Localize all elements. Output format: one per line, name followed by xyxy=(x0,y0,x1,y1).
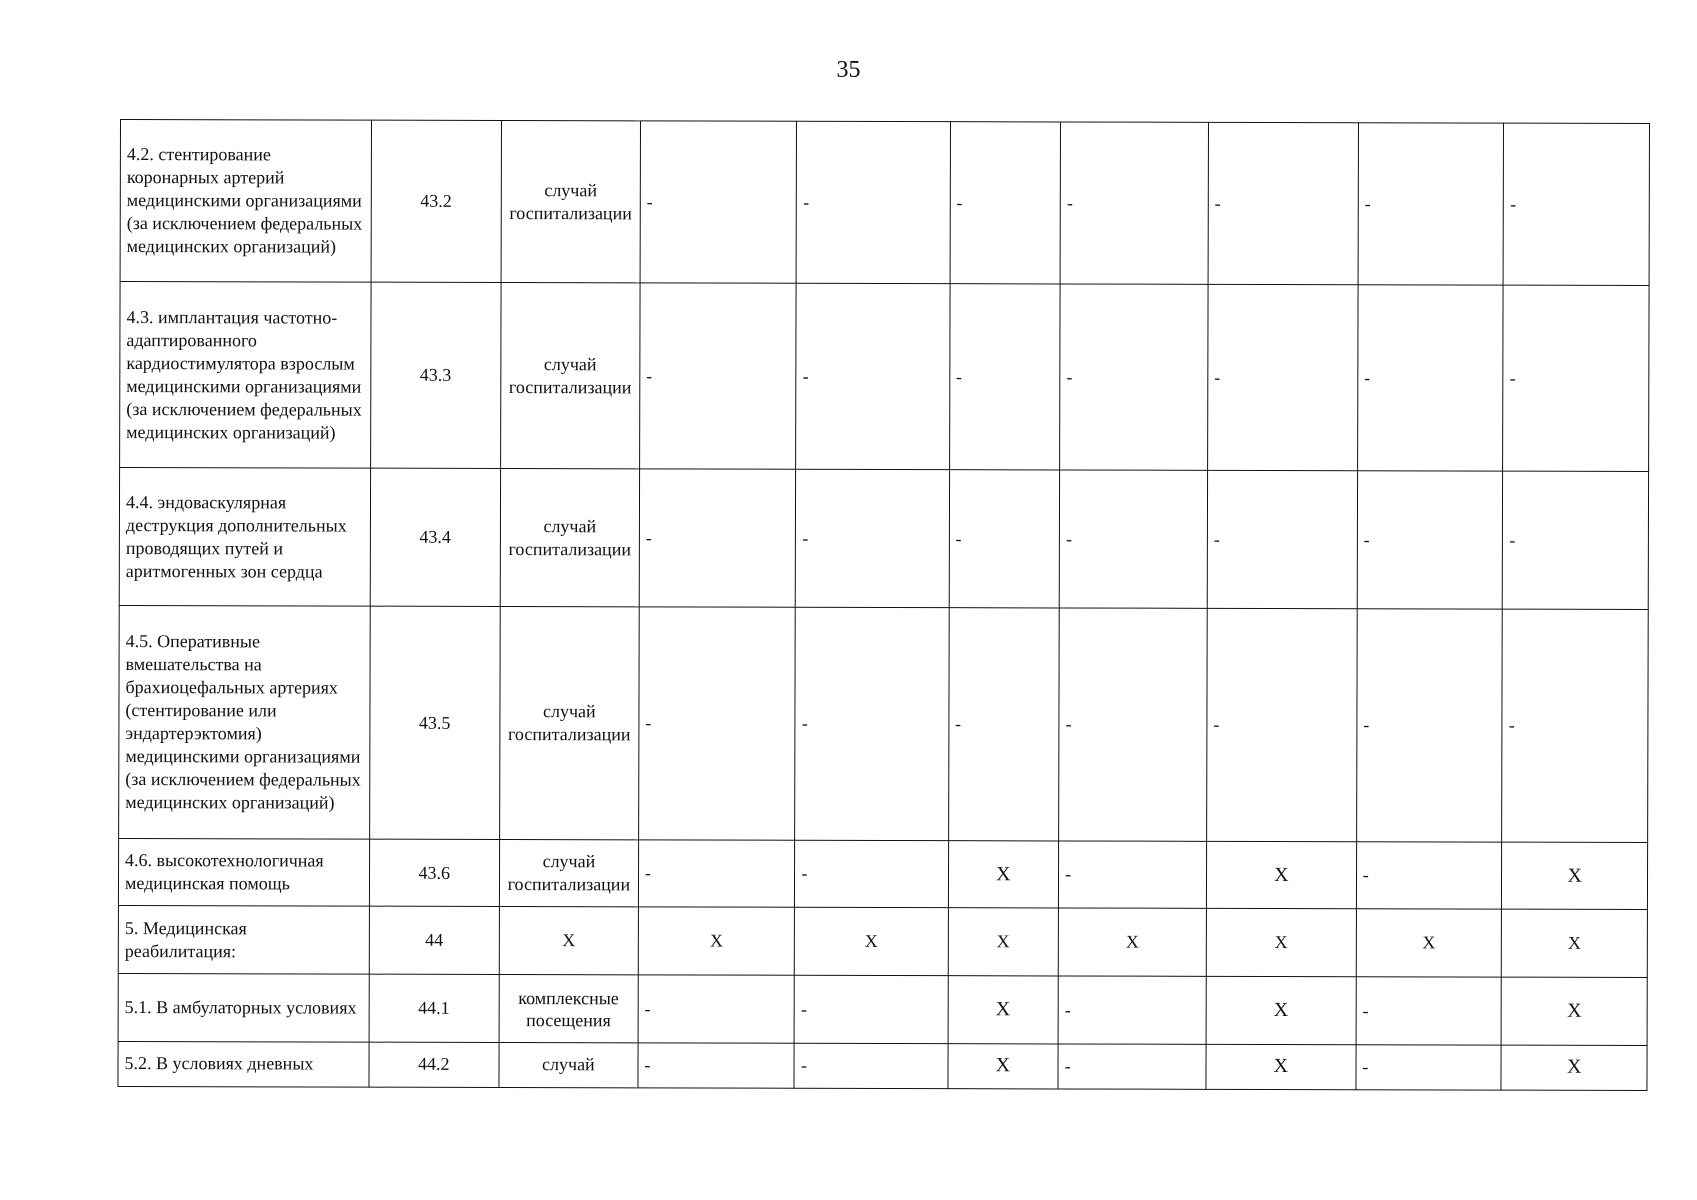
table-row xyxy=(118,905,1647,977)
value-dash: - xyxy=(1213,528,1220,549)
value-cell xyxy=(1058,1044,1206,1089)
value-cell xyxy=(1206,976,1356,1044)
value-cell xyxy=(948,1044,1059,1089)
row-code: 43.6 xyxy=(369,839,499,906)
value-cell xyxy=(794,975,947,1043)
value-cell xyxy=(638,607,795,840)
value-cell xyxy=(639,283,796,469)
row-name: 5. Медицинская реабилитация: xyxy=(118,905,369,974)
value-dash: - xyxy=(1065,528,1073,549)
value-cell xyxy=(948,608,1059,841)
value-dash: - xyxy=(1213,714,1220,735)
row-unit: Х xyxy=(499,906,638,974)
row-name: 5.2. В условиях дневных xyxy=(118,1041,369,1087)
value-dash: - xyxy=(1066,366,1073,387)
value-cell xyxy=(1503,471,1649,609)
value-dash: - xyxy=(802,527,809,548)
row-code: 44.2 xyxy=(369,1042,499,1087)
value-dash: - xyxy=(801,863,808,884)
value-dash: - xyxy=(801,998,808,1019)
value-dash: - xyxy=(956,192,963,213)
value-cell xyxy=(949,284,1060,470)
value-cell xyxy=(1207,284,1357,470)
value-dash: - xyxy=(644,1054,651,1075)
row-name: 4.5. Оперативные вмешательства на брахиоцефальных артериях (стентирование или эндартерэктомия) медицинскими организациями (за исключением федеральных медицинских организаций) xyxy=(119,605,370,839)
value-cell xyxy=(1503,123,1649,285)
value-x: Х xyxy=(995,998,1011,1021)
value-dash: - xyxy=(1510,193,1517,214)
value-x: Х xyxy=(1566,1055,1582,1078)
table-row xyxy=(119,468,1648,610)
value-cell xyxy=(1059,470,1207,608)
value-dash: - xyxy=(1364,367,1371,388)
value-cell xyxy=(1059,608,1207,841)
value-cell xyxy=(1206,841,1356,908)
value-dash: - xyxy=(955,528,962,549)
value-dash: - xyxy=(1065,713,1072,734)
value-cell xyxy=(638,840,795,907)
value-cell xyxy=(1501,977,1647,1045)
value-dash: - xyxy=(645,527,652,548)
value-cell xyxy=(1206,1044,1356,1089)
value-cell xyxy=(795,840,948,907)
row-unit: случай xyxy=(499,1042,638,1087)
value-x: Х xyxy=(1273,1055,1289,1078)
value-dash: - xyxy=(1214,192,1221,213)
value-x: Х xyxy=(1567,864,1582,887)
value-cell xyxy=(1356,1045,1502,1090)
value-dash: - xyxy=(800,1055,807,1076)
row-name: 4.2. стентирование коронарных артерий медицинскими организациями (за исключением федеральных медицинских организаций) xyxy=(120,120,371,283)
value-cell xyxy=(1207,470,1357,608)
value-cell xyxy=(638,975,795,1043)
value-x: Х xyxy=(996,862,1011,885)
value-cell xyxy=(639,469,796,607)
value-dash: - xyxy=(644,998,651,1019)
value-cell xyxy=(1059,841,1207,908)
row-code: 44 xyxy=(369,906,499,974)
value-dash: - xyxy=(954,713,962,734)
table-row xyxy=(119,605,1649,842)
value-dash: - xyxy=(645,712,652,733)
row-code: 44.1 xyxy=(369,974,499,1042)
value-cell xyxy=(949,470,1060,608)
value-dash: - xyxy=(802,365,809,386)
value-cell xyxy=(1357,471,1503,609)
value-cell xyxy=(1501,1045,1647,1090)
value-dash: - xyxy=(1362,1056,1369,1077)
value-cell xyxy=(1503,285,1649,471)
value-x: Х xyxy=(1274,863,1289,886)
value-cell xyxy=(1208,122,1358,284)
value-dash: - xyxy=(803,191,810,212)
value-cell xyxy=(796,283,950,469)
value-cell xyxy=(1060,284,1208,470)
row-code: 43.4 xyxy=(370,468,501,606)
value-dash: - xyxy=(1362,1000,1369,1021)
row-name: 4.3. имплантация частотно-адаптированного кардиостимулятора взрослым медицинскими организациями (за исключением федеральных медицинских организаций) xyxy=(120,282,371,469)
value-cell xyxy=(640,121,797,283)
row-unit: случай госпитализации xyxy=(500,468,639,606)
table-row xyxy=(118,1041,1647,1090)
value-dash: - xyxy=(801,713,808,734)
value-cell xyxy=(638,1043,795,1088)
row-name: 5.1. В амбулаторных условиях xyxy=(118,973,369,1042)
table-row xyxy=(120,282,1649,472)
value-cell: Х xyxy=(638,907,795,975)
value-dash: - xyxy=(1509,367,1516,388)
row-unit: случай госпитализации xyxy=(501,120,640,282)
value-dash: - xyxy=(1363,529,1370,550)
value-cell: Х xyxy=(795,907,948,975)
value-cell xyxy=(1060,122,1208,284)
value-dash: - xyxy=(1214,366,1221,387)
value-dash: - xyxy=(1064,999,1071,1020)
row-name: 4.6. высокотехнологичная медицинская помощь xyxy=(118,838,369,906)
value-cell xyxy=(1356,842,1502,909)
value-cell xyxy=(1058,976,1206,1044)
value-cell xyxy=(1357,285,1503,471)
value-cell xyxy=(794,1043,947,1088)
row-code: 43.5 xyxy=(369,606,500,839)
value-x: Х xyxy=(995,1054,1011,1077)
row-unit: случай госпитализации xyxy=(499,606,639,839)
value-cell xyxy=(796,121,950,283)
value-dash: - xyxy=(644,862,651,883)
value-cell xyxy=(1356,977,1502,1045)
value-cell xyxy=(948,976,1059,1044)
value-cell xyxy=(1358,123,1504,285)
value-dash: - xyxy=(1509,529,1516,550)
value-cell: Х xyxy=(1058,908,1206,976)
row-code: 43.3 xyxy=(370,282,501,468)
value-x: Х xyxy=(1273,999,1289,1022)
page-number: 35 xyxy=(836,57,861,83)
value-dash: - xyxy=(1064,1055,1071,1076)
value-cell xyxy=(1206,608,1357,841)
value-cell xyxy=(796,469,950,607)
value-cell: Х xyxy=(1356,909,1502,977)
value-cell xyxy=(1356,609,1502,842)
table-row xyxy=(120,120,1649,286)
value-dash: - xyxy=(955,366,962,387)
services-table xyxy=(117,119,1650,1091)
value-cell: Х xyxy=(1206,908,1356,976)
value-dash: - xyxy=(1364,193,1371,214)
row-unit: случай госпитализации xyxy=(500,282,639,468)
value-cell xyxy=(948,841,1059,908)
table-row xyxy=(118,973,1647,1045)
table-row xyxy=(118,838,1647,909)
value-x: Х xyxy=(1567,999,1582,1022)
value-dash: - xyxy=(1066,192,1073,213)
value-dash: - xyxy=(1065,863,1072,884)
row-code: 43.2 xyxy=(371,120,502,282)
value-cell: Х xyxy=(948,908,1059,976)
row-unit: случай госпитализации xyxy=(499,839,638,906)
value-cell xyxy=(795,607,949,840)
value-dash: - xyxy=(1362,864,1369,885)
value-dash: - xyxy=(1508,715,1515,736)
row-name: 4.4. эндоваскулярная деструкция дополнительных проводящих путей и аритмогенных зон сердца xyxy=(119,468,370,607)
value-cell xyxy=(1502,609,1648,842)
value-cell: Х xyxy=(1502,909,1648,977)
value-cell xyxy=(1502,842,1648,909)
row-unit: комплексные посещения xyxy=(499,974,638,1042)
value-cell xyxy=(950,122,1061,284)
value-dash: - xyxy=(646,365,653,386)
value-dash: - xyxy=(1363,714,1370,735)
value-dash: - xyxy=(646,191,653,212)
